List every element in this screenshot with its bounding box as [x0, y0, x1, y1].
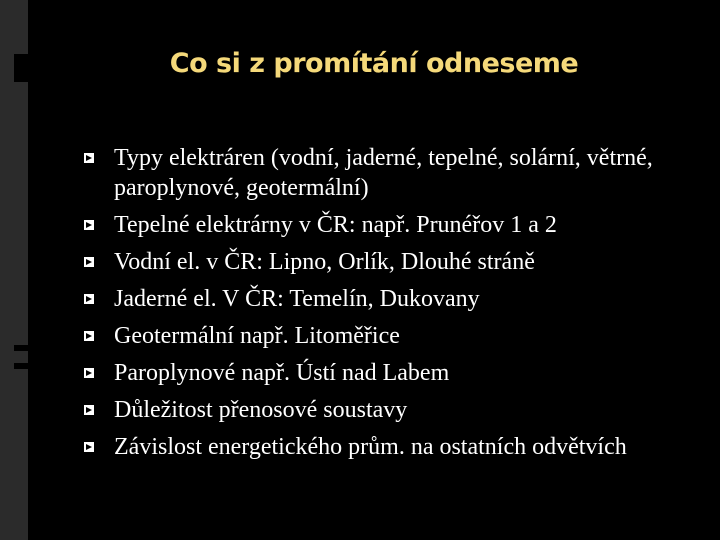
- bullet-item: [84, 143, 684, 203]
- bullet-item: [84, 321, 684, 351]
- bullet-text: Typy elektráren (vodní, jaderné, tepelné, solární, větrné, paroplynové, geotermální): [114, 145, 653, 201]
- bullet-item: [84, 358, 684, 388]
- bullet-text: Vodní el. v ČR: Lipno, Orlík, Dlouhé stráně: [114, 249, 535, 275]
- bullet-list: [84, 143, 684, 469]
- square-bullet-icon: [84, 294, 94, 304]
- bullet-item: [84, 247, 684, 277]
- bullet-item: [84, 432, 684, 462]
- bullet-text: Důležitost přenosové soustavy: [114, 397, 408, 423]
- decorative-accent-top: [14, 54, 28, 82]
- bullet-item: [84, 395, 684, 425]
- square-bullet-icon: [84, 153, 94, 163]
- square-bullet-icon: [84, 442, 94, 452]
- square-bullet-icon: [84, 368, 94, 378]
- decorative-accent-bottom-1: [14, 345, 28, 351]
- bullet-text: Geotermální např. Litoměřice: [114, 323, 400, 349]
- bullet-text: Tepelné elektrárny v ČR: např. Prunéřov 1 a 2: [114, 212, 557, 238]
- square-bullet-icon: [84, 331, 94, 341]
- bullet-text: Jaderné el. V ČR: Temelín, Dukovany: [114, 286, 480, 312]
- bullet-item: [84, 284, 684, 314]
- decorative-accent-bottom-2: [14, 363, 28, 369]
- bullet-item: [84, 210, 684, 240]
- square-bullet-icon: [84, 405, 94, 415]
- square-bullet-icon: [84, 257, 94, 267]
- square-bullet-icon: [84, 220, 94, 230]
- bullet-text: Závislost energetického prům. na ostatních odvětvích: [114, 434, 627, 460]
- slide-title: Co si z promítání odneseme: [169, 48, 579, 79]
- bullet-text: Paroplynové např. Ústí nad Labem: [114, 360, 450, 386]
